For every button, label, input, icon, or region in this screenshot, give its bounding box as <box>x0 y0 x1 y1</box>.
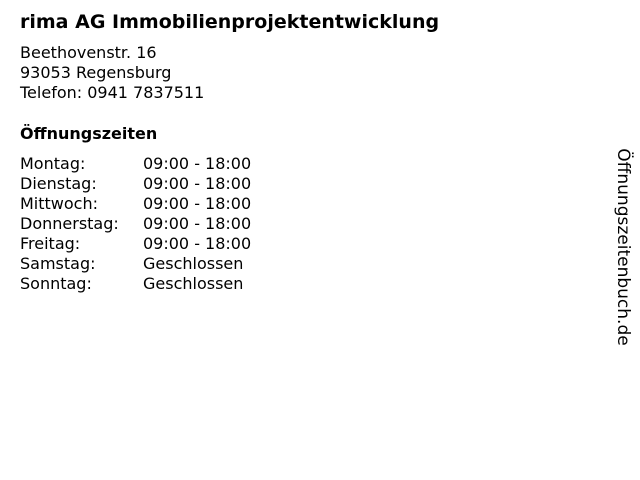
hours-row-monday <box>20 154 251 174</box>
address-block <box>20 43 204 103</box>
hours-value: 09:00 - 18:00 <box>143 194 252 213</box>
hours-value: 09:00 - 18:00 <box>143 214 252 233</box>
hours-row-wednesday <box>20 194 251 214</box>
site-watermark: Öffnungszeitenbuch.de <box>613 148 633 346</box>
hours-value: 09:00 - 18:00 <box>143 154 252 173</box>
postal-city: 93053 Regensburg <box>20 63 172 82</box>
hours-row-saturday <box>20 254 251 274</box>
hours-value: 09:00 - 18:00 <box>143 174 252 193</box>
day-label: Samstag: <box>20 254 96 273</box>
hours-row-thursday <box>20 214 251 234</box>
hours-value: Geschlossen <box>143 274 244 293</box>
hours-row-tuesday <box>20 174 251 194</box>
hours-value: Geschlossen <box>143 254 244 273</box>
hours-row-friday <box>20 234 251 254</box>
hours-value: 09:00 - 18:00 <box>143 234 252 253</box>
day-label: Freitag: <box>20 234 81 253</box>
day-label: Sonntag: <box>20 274 92 293</box>
hours-row-sunday <box>20 274 251 294</box>
phone-number: Telefon: 0941 7837511 <box>20 83 205 102</box>
day-label: Dienstag: <box>20 174 97 193</box>
opening-hours-heading: Öffnungszeiten <box>20 124 158 143</box>
day-label: Montag: <box>20 154 86 173</box>
street-address: Beethovenstr. 16 <box>20 43 157 62</box>
day-label: Donnerstag: <box>20 214 119 233</box>
opening-hours-table <box>20 154 251 294</box>
company-name: rima AG Immobilienprojektentwicklung <box>20 11 440 33</box>
day-label: Mittwoch: <box>20 194 98 213</box>
